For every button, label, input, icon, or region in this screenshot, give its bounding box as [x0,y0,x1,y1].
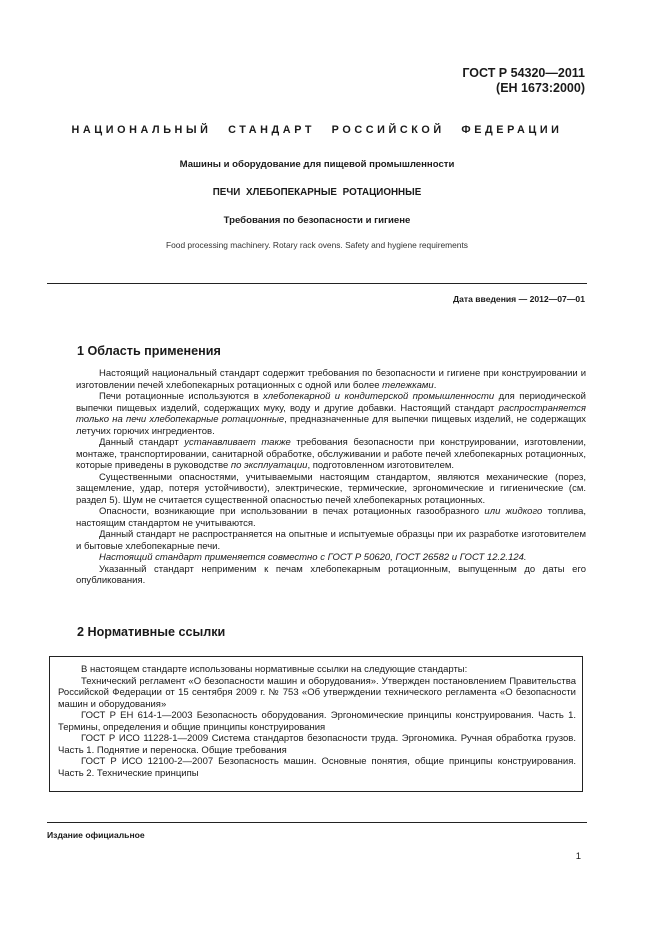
italic-text: хлебопекарной и кондитерской промышленности [263,391,495,402]
italic-text: Настоящий стандарт применяется совместно с ГОСТ Р 50620, ГОСТ 26582 и ГОСТ 12.2.124. [99,552,527,563]
section-1-body [76,368,586,587]
paragraph [76,552,586,564]
en-number: (ЕН 1673:2000) [496,81,585,95]
italic-text: или жидкого [484,506,543,517]
title-line-3: Требования по безопасности и гигиене [223,215,411,226]
paragraph [76,391,586,437]
text: топлива, настоящим стандартом не учитываются. [76,506,586,529]
italic-text: тележками [382,379,434,391]
paragraph [76,506,586,529]
reference-item: ГОСТ Р ИСО 12100-2—2007 Безопасность машин. Основные понятия, общие принципы конструирования. Часть 2. Технические принципы [58,756,576,779]
italic-text: распространяется только на печи хлебопекарные ротационные [76,402,586,425]
italic-text: устанавливает также [184,437,291,448]
text: требования безопасности при конструировании, изготовлении, монтаже, транспортировании, санитарной обработке, обслуживании и работе печей хлебопекарных ротационных, которые приведены в руководстве [76,437,586,471]
text: , подготовленном изготовителем. [307,460,455,471]
text: Опасности, возникающие при использовании в печах ротационных газообразного [99,506,485,517]
official-edition-note: Издание официальное [47,830,145,840]
footer-rule [47,822,587,823]
paragraph: Данный стандарт не распространяется на опытные и испытуемые образцы при их разработке изготовителем и бытовые хлебопекарные печи. [76,529,586,552]
reference-item: Технический регламент «О безопасности машин и оборудования». Утвержден постановлением Правительства Российской Федерации от 15 сентября 2009 г. № 753 «Об утверждении технического регламента «О безопасности машин и оборудования» [58,675,576,710]
normative-references-list [58,664,576,779]
text: для периодической выпечки пищевых изделий, содержащих муку, воду и другие добавки. Настоящий стандарт [76,391,586,414]
page-number: 1 [575,851,581,862]
title-line-1: Машины и оборудование для пищевой промышленности [179,159,455,170]
title-line-2: ПЕЧИ ХЛЕБОПЕКАРНЫЕ РОТАЦИОННЫЕ [212,187,422,198]
reference-item: В настоящем стандарте использованы нормативные ссылки на следующие стандарты: [81,664,468,675]
text: Данный стандарт [99,437,185,448]
section-2-heading: 2 Нормативные ссылки [77,625,226,639]
date-of-introduction: Дата введения — 2012—07—01 [452,294,585,304]
paragraph [76,437,586,472]
paragraph [76,368,586,391]
italic-text: по эксплуатации [230,460,308,471]
paragraph: Существенными опасностями, учитываемыми настоящим стандартом, являются механические (порез, защемление, удар, потеря устойчивости), электрические, термические, эргономические и гигиенические (см. раздел 5). Шум не считается существенной опасностью печей хлебопекарных ротационных. [76,471,586,506]
text: Печи ротационные используются в [99,391,264,402]
document-designation [462,66,585,96]
english-title: Food processing machinery. Rotary rack ovens. Safety and hygiene requirements [166,240,468,250]
text: Настоящий национальный стандарт содержит требования по безопасности и гигиене при конструировании и изготовлении печей хлебопекарных ротационных с одной или более [76,368,586,391]
reference-item: ГОСТ Р ИСО 11228-1—2009 Система стандартов безопасности труда. Эргономика. Ручная обработка грузов. Часть 1. Поднятие и переноска. Общие требования [58,733,576,756]
reference-item: ГОСТ Р ЕН 614-1—2003 Безопасность оборудования. Эргономические принципы конструирования. Часть 1. Термины, определения и общие принципы конструирования [58,710,576,733]
divider-rule [47,283,587,284]
gost-number: ГОСТ Р 54320—2011 [462,66,585,80]
section-1-heading: 1 Область применения [77,344,221,358]
text: , предназначенные для выпечки пищевых изделий, не содержащих летучих горючих ингредиентов. [76,414,586,437]
paragraph: Указанный стандарт неприменим к печам хлебопекарным ротационным, выпущенным до даты его опубликования. [76,563,586,586]
national-standard-banner: НАЦИОНАЛЬНЫЙ СТАНДАРТ РОССИЙСКОЙ ФЕДЕРАЦИИ [71,124,563,136]
text: . [433,379,437,391]
